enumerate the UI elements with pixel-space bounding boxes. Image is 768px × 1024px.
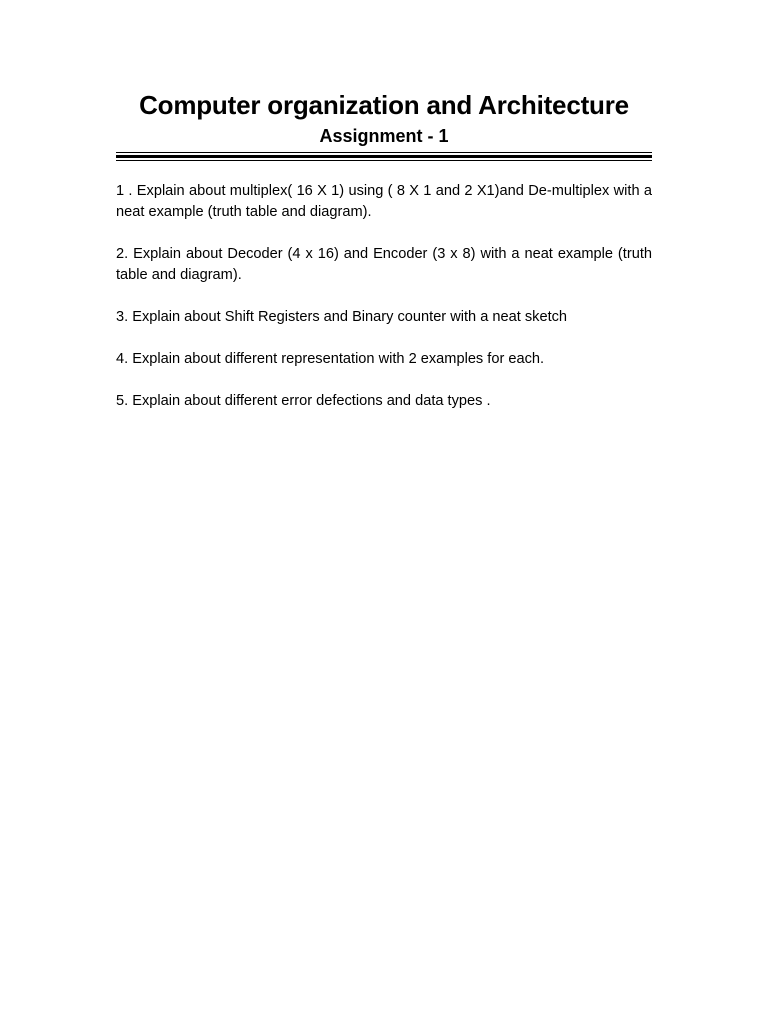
question-item-5: 5. Explain about different error defections and data types .	[116, 393, 491, 409]
document-title: Computer organization and Architecture	[139, 90, 629, 120]
title-divider	[116, 152, 652, 161]
question-item-4: 4. Explain about different representation with 2 examples for each.	[116, 351, 545, 367]
divider-line-middle	[116, 155, 652, 158]
divider-line-bottom	[116, 160, 652, 161]
document-page	[116, 88, 652, 433]
divider-line-top	[116, 152, 652, 153]
question-item-3: 3. Explain about Shift Registers and Binary counter with a neat sketch	[116, 309, 568, 325]
document-subtitle: Assignment - 1	[319, 126, 449, 146]
question-item-1: 1 . Explain about multiplex( 16 X 1) using ( 8 X 1 and 2 X1)and De-multiplex with a neat example (truth table and diagram).	[116, 183, 652, 220]
question-item-2: 2. Explain about Decoder (4 x 16) and Encoder (3 x 8) with a neat example (truth table and diagram).	[116, 246, 652, 283]
question-list	[116, 181, 652, 412]
